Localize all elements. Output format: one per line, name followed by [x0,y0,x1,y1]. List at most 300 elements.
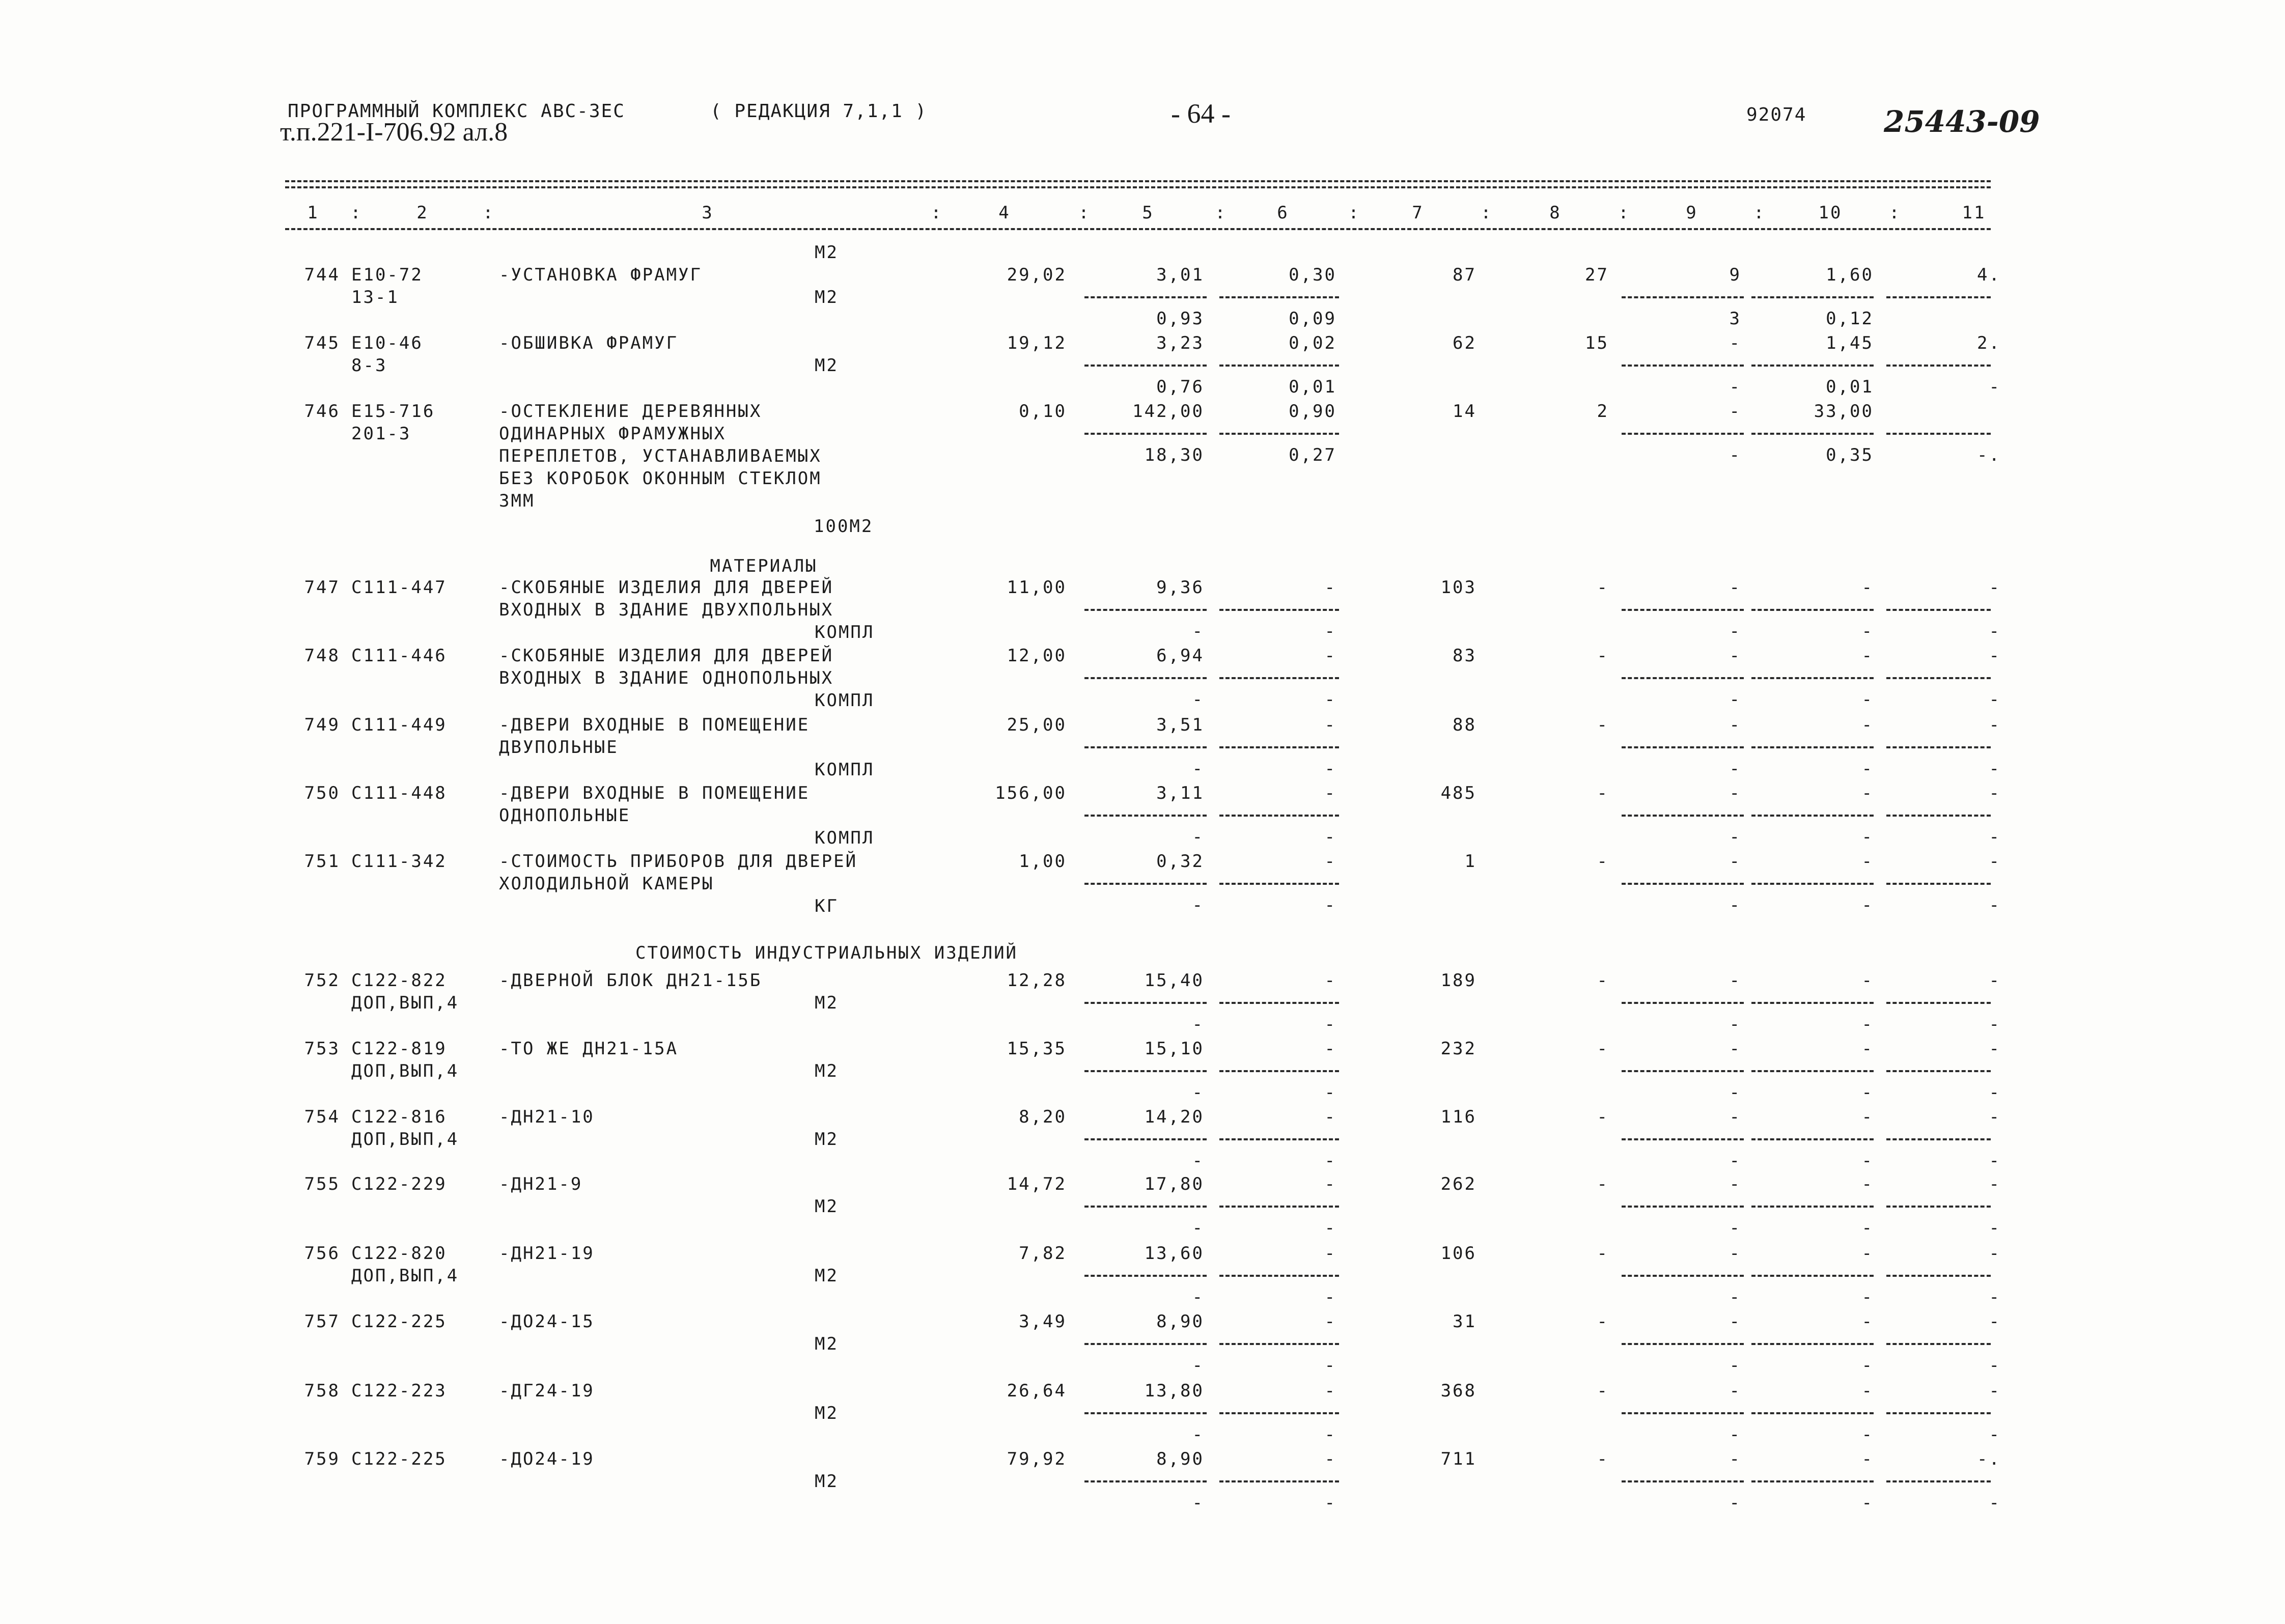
quantity: 25,00 [1007,715,1067,735]
machine-cost-secondary: - [1729,1014,1741,1034]
cell-rule-c9 [1622,746,1744,748]
labor-hours: - [1861,1243,1874,1264]
item-description: -ДН21-19 [499,1243,595,1264]
rate-code: С122-223 [351,1381,447,1401]
amount-total: 62 [1453,333,1476,353]
cell-rule-c9 [1622,1070,1744,1072]
machine-cost: - [1729,1381,1741,1401]
cell-rule-c9 [1622,1343,1744,1345]
cost-wages: - [1324,1381,1336,1401]
cost-total-secondary: - [1192,689,1204,710]
cell-rule-c6 [1219,1070,1339,1072]
cell-rule-c10 [1751,365,1874,367]
document-code: 92074 [1746,104,1807,125]
column-separator: : [1481,203,1493,223]
cell-rule-c11 [1886,365,1991,367]
rate-code: Е10-72 [351,265,423,285]
column-header-2: 2 [416,203,429,223]
item-description: ХОЛОДИЛЬНОЙ КАМЕРЫ [499,874,714,894]
quantity: 1,00 [1019,851,1067,872]
rate-subcode: 13-1 [351,287,399,307]
labor-total: - [1989,577,2001,598]
cost-total-secondary: - [1192,1151,1204,1171]
cell-rule-c6 [1219,1412,1339,1414]
cost-total: 8,90 [1156,1311,1204,1332]
cost-wages: - [1324,577,1336,598]
machine-cost: - [1729,333,1741,353]
quantity: 19,12 [1007,333,1067,353]
cost-total-secondary: - [1192,1424,1204,1445]
unit-of-measure: КОМПЛ [815,760,875,780]
labor-hours: 33,00 [1814,401,1874,422]
labor-total-secondary: - [1989,1218,2001,1238]
column-separator: : [1348,203,1360,223]
cost-total-secondary: 18,30 [1144,445,1204,465]
cell-rule-c9 [1622,1206,1744,1208]
cost-wages: - [1324,970,1336,991]
labor-hours-secondary: - [1861,689,1874,710]
labor-hours: - [1861,783,1874,803]
labor-hours: - [1861,577,1874,598]
item-number: 749 [304,715,340,735]
amount-wages: - [1597,783,1609,803]
cost-total-secondary: - [1192,759,1204,779]
item-number: 754 [304,1107,340,1127]
cost-wages: - [1324,1243,1336,1264]
item-number: 757 [304,1311,340,1332]
item-description: БЕЗ КОРОБОК ОКОННЫМ СТЕКЛОМ [499,468,822,489]
cell-rule-c11 [1886,296,1991,298]
cell-rule-c6 [1219,1138,1339,1140]
labor-hours-secondary: - [1861,1218,1874,1238]
cost-wages-secondary: - [1324,1493,1336,1513]
labor-total-secondary: - [1989,689,2001,710]
cell-rule-c5 [1084,1343,1207,1345]
labor-total: - [1989,1174,2001,1194]
cell-rule-c10 [1751,1070,1874,1072]
labor-total: - [1989,1039,2001,1059]
machine-cost-secondary: - [1729,1151,1741,1171]
header-rule-bottom [285,228,1991,230]
column-header-3: 3 [702,203,714,223]
cost-wages: - [1324,1311,1336,1332]
amount-wages: - [1597,1039,1609,1059]
cell-rule-c9 [1622,815,1744,817]
cell-rule-c5 [1084,365,1207,367]
cell-rule-c11 [1886,1480,1991,1482]
cost-total: 3,23 [1156,333,1204,353]
cell-rule-c6 [1219,815,1339,817]
column-separator: : [1753,203,1766,223]
cell-rule-c10 [1751,1138,1874,1140]
machine-cost-secondary: - [1729,689,1741,710]
item-number: 747 [304,577,340,598]
cell-rule-c11 [1886,433,1991,435]
machine-cost: - [1729,783,1741,803]
machine-cost: - [1729,1311,1741,1332]
column-separator: : [1078,203,1091,223]
labor-hours-secondary: - [1861,1082,1874,1103]
amount-total: 262 [1440,1174,1476,1194]
labor-hours-secondary: - [1861,827,1874,847]
cost-total: 17,80 [1144,1174,1204,1194]
column-header-4: 4 [998,203,1011,223]
amount-total: 368 [1440,1381,1476,1401]
cost-total-secondary: - [1192,1493,1204,1513]
cell-rule-c9 [1622,296,1744,298]
item-description: -ДН21-10 [499,1107,595,1127]
cell-rule-c6 [1219,433,1339,435]
item-number: 750 [304,783,340,803]
item-description: -СКОБЯНЫЕ ИЗДЕЛИЯ ДЛЯ ДВЕРЕЙ [499,646,834,666]
cell-rule-c5 [1084,746,1207,748]
cost-wages: - [1324,646,1336,666]
top-unit: М2 [815,242,839,263]
labor-total: 4. [1977,265,2001,285]
rate-code: С122-816 [351,1107,447,1127]
cost-wages-secondary: - [1324,895,1336,915]
cell-rule-c10 [1751,433,1874,435]
cell-rule-c5 [1084,1002,1207,1004]
column-header-7: 7 [1412,203,1424,223]
machine-cost: - [1729,1039,1741,1059]
cost-wages-secondary: - [1324,1014,1336,1034]
machine-cost-secondary: - [1729,759,1741,779]
cell-rule-c6 [1219,365,1339,367]
item-number: 753 [304,1039,340,1059]
cost-total: 14,20 [1144,1107,1204,1127]
machine-cost-secondary: - [1729,377,1741,397]
quantity: 79,92 [1007,1449,1067,1469]
unit-of-measure: М2 [815,287,839,307]
cell-rule-c9 [1622,1002,1744,1004]
machine-cost: - [1729,646,1741,666]
cost-wages-secondary: - [1324,689,1336,710]
cell-rule-c9 [1622,883,1744,885]
cell-rule-c11 [1886,1138,1991,1140]
item-description: -ДВЕРИ ВХОДНЫЕ В ПОМЕЩЕНИЕ [499,783,810,803]
column-separator: : [483,203,495,223]
machine-cost: - [1729,1449,1741,1469]
amount-wages: - [1597,1449,1609,1469]
cell-rule-c11 [1886,746,1991,748]
cell-rule-c9 [1622,433,1744,435]
machine-cost-secondary: - [1729,895,1741,915]
labor-hours: - [1861,646,1874,666]
cost-wages: - [1324,851,1336,872]
rate-subcode: ДОП,ВЫП,4 [351,1266,459,1286]
page-number: - 64 - [1171,98,1231,129]
unit-of-measure: КОМПЛ [815,828,875,848]
machine-cost-secondary: - [1729,1218,1741,1238]
labor-total: - [1989,970,2001,991]
item-description: ДВУПОЛЬНЫЕ [499,737,619,758]
machine-cost: - [1729,970,1741,991]
cost-total-secondary: - [1192,1287,1204,1307]
amount-wages: 15 [1585,333,1609,353]
item-description: ПЕРЕПЛЕТОВ, УСТАНАВЛИВАЕМЫХ [499,446,822,466]
rate-code: Е15-716 [351,401,435,422]
amount-total: 711 [1440,1449,1476,1469]
labor-total: - [1989,1107,2001,1127]
cost-total: 0,32 [1156,851,1204,872]
rate-code: С122-819 [351,1039,447,1059]
cost-total-secondary: - [1192,1082,1204,1103]
rate-subcode: ДОП,ВЫП,4 [351,1129,459,1150]
cost-total: 15,10 [1144,1039,1204,1059]
cost-wages-secondary: - [1324,1424,1336,1445]
labor-hours-secondary: - [1861,1355,1874,1376]
unit-of-measure: М2 [815,993,839,1013]
labor-hours: - [1861,1107,1874,1127]
rate-code: С122-822 [351,970,447,991]
machine-cost-secondary: - [1729,827,1741,847]
machine-cost-secondary: - [1729,1493,1741,1513]
cost-total: 13,60 [1144,1243,1204,1264]
cost-wages: - [1324,783,1336,803]
quantity: 26,64 [1007,1381,1067,1401]
cell-rule-c5 [1084,433,1207,435]
unit-of-measure: М2 [815,1129,839,1150]
item-description: ВХОДНЫХ В ЗДАНИЕ ДВУХПОЛЬНЫХ [499,600,834,620]
quantity: 156,00 [995,783,1067,803]
labor-hours-secondary: - [1861,1151,1874,1171]
unit-of-measure: М2 [815,1061,839,1081]
machine-cost: - [1729,851,1741,872]
cost-wages-secondary: - [1324,1287,1336,1307]
labor-hours-secondary: - [1861,1424,1874,1445]
cost-wages-secondary: 0,09 [1289,309,1336,329]
amount-total: 31 [1453,1311,1476,1332]
quantity: 3,49 [1019,1311,1067,1332]
cell-rule-c11 [1886,1412,1991,1414]
unit-of-measure: М2 [815,1196,839,1217]
cell-rule-c11 [1886,883,1991,885]
labor-hours: - [1861,1381,1874,1401]
column-header-10: 10 [1818,203,1843,223]
item-description: -ДВЕРИ ВХОДНЫЕ В ПОМЕЩЕНИЕ [499,715,810,735]
item-description: -ОСТЕКЛЕНИЕ ДЕРЕВЯННЫХ [499,401,762,422]
item-number: 744 [304,265,340,285]
labor-total-secondary: - [1989,1082,2001,1103]
cost-wages: 0,02 [1289,333,1336,353]
item-number: 758 [304,1381,340,1401]
machine-cost: - [1729,1174,1741,1194]
amount-total: 14 [1453,401,1476,422]
amount-total: 116 [1440,1107,1476,1127]
cost-wages-secondary: - [1324,1151,1336,1171]
labor-hours: - [1861,1039,1874,1059]
cell-rule-c6 [1219,746,1339,748]
cost-wages: - [1324,1107,1336,1127]
cell-rule-c6 [1219,1206,1339,1208]
cell-rule-c10 [1751,746,1874,748]
labor-total-secondary: - [1989,1151,2001,1171]
labor-hours: - [1861,851,1874,872]
cell-rule-c10 [1751,815,1874,817]
amount-total: 232 [1440,1039,1476,1059]
cost-wages-secondary: - [1324,759,1336,779]
edition-label: ( РЕДАКЦИЯ 7,1,1 ) [710,101,928,122]
cost-total-secondary: - [1192,621,1204,641]
cost-wages-secondary: - [1324,1355,1336,1376]
rate-code: С122-225 [351,1449,447,1469]
machine-cost: - [1729,715,1741,735]
amount-total: 106 [1440,1243,1476,1264]
cost-wages: 0,90 [1289,401,1336,422]
cost-wages: - [1324,1174,1336,1194]
rate-code: С111-342 [351,851,447,872]
rate-code: С111-448 [351,783,447,803]
item-number: 746 [304,401,340,422]
amount-wages: - [1597,646,1609,666]
cost-total-secondary: - [1192,1355,1204,1376]
amount-wages: - [1597,1243,1609,1264]
labor-total-secondary: - [1989,1424,2001,1445]
rate-subcode: ДОП,ВЫП,4 [351,993,459,1013]
rate-code: Е10-46 [351,333,423,353]
labor-total-secondary: -. [1977,445,2001,465]
machine-cost-secondary: - [1729,1424,1741,1445]
cell-rule-c10 [1751,1206,1874,1208]
labor-total: -. [1977,1449,2001,1469]
cost-wages-secondary: 0,01 [1289,377,1336,397]
cell-rule-c5 [1084,1412,1207,1414]
cell-rule-c11 [1886,677,1991,679]
item-description: -ДО24-15 [499,1311,595,1332]
column-separator: : [1889,203,1901,223]
cell-rule-c6 [1219,1002,1339,1004]
rate-code: С111-446 [351,646,447,666]
labor-total: - [1989,715,2001,735]
cell-rule-c5 [1084,609,1207,611]
column-separator: : [1215,203,1227,223]
labor-total: 2. [1977,333,2001,353]
cell-rule-c10 [1751,677,1874,679]
amount-total: 189 [1440,970,1476,991]
cost-wages-secondary: 0,27 [1289,445,1336,465]
cell-rule-c10 [1751,1412,1874,1414]
item-number: 752 [304,970,340,991]
labor-hours: 1,45 [1826,333,1874,353]
cell-rule-c5 [1084,1070,1207,1072]
machine-cost-secondary: - [1729,1287,1741,1307]
amount-wages: - [1597,1107,1609,1127]
item-description: -ДВЕРНОЙ БЛОК ДН21-15Б [499,970,762,991]
column-header-8: 8 [1549,203,1562,223]
item-description: -ДН21-9 [499,1174,583,1194]
labor-hours: 1,60 [1826,265,1874,285]
cell-rule-c5 [1084,883,1207,885]
item-number: 759 [304,1449,340,1469]
cost-wages-secondary: - [1324,621,1336,641]
machine-cost: 9 [1729,265,1741,285]
cell-rule-c5 [1084,1480,1207,1482]
cell-rule-c9 [1622,1480,1744,1482]
labor-hours: - [1861,715,1874,735]
labor-hours-secondary: - [1861,1493,1874,1513]
column-separator: : [931,203,943,223]
labor-total: - [1989,783,2001,803]
unit-of-measure: М2 [815,1403,839,1423]
unit-of-measure: М2 [815,1471,839,1492]
rate-code: С122-225 [351,1311,447,1332]
cost-total-secondary: - [1192,1014,1204,1034]
cell-rule-c9 [1622,1412,1744,1414]
amount-wages: - [1597,851,1609,872]
unit-of-measure: М2 [815,1266,839,1286]
labor-hours: - [1861,1174,1874,1194]
item-description: ОДИНАРНЫХ ФРАМУЖНЫХ [499,424,726,444]
item-description: -СТОИМОСТЬ ПРИБОРОВ ДЛЯ ДВЕРЕЙ [499,851,858,872]
cell-rule-c5 [1084,677,1207,679]
amount-wages: 27 [1585,265,1609,285]
cell-rule-c10 [1751,1275,1874,1277]
labor-total-secondary: - [1989,1493,2001,1513]
labor-total-secondary: - [1989,1014,2001,1034]
section-title-materials: МАТЕРИАЛЫ [710,556,818,576]
quantity: 14,72 [1007,1174,1067,1194]
cost-wages-secondary: - [1324,1218,1336,1238]
cell-rule-c9 [1622,1275,1744,1277]
cost-total: 15,40 [1144,970,1204,991]
item-description: ВХОДНЫХ В ЗДАНИЕ ОДНОПОЛЬНЫХ [499,668,834,688]
column-separator: : [350,203,363,223]
unit-of-measure: КГ [815,896,839,916]
item-description: -ДГ24-19 [499,1381,595,1401]
quantity: 29,02 [1007,265,1067,285]
labor-total-secondary: - [1989,895,2001,915]
amount-total: 88 [1453,715,1476,735]
cost-total-secondary: - [1192,1218,1204,1238]
header-rule-top-2 [285,186,1991,188]
cell-rule-c5 [1084,1275,1207,1277]
cell-rule-c9 [1622,609,1744,611]
cell-rule-c10 [1751,609,1874,611]
cell-rule-c11 [1886,1343,1991,1345]
cell-rule-c11 [1886,1070,1991,1072]
cell-rule-c11 [1886,609,1991,611]
amount-total: 1 [1464,851,1476,872]
labor-total: - [1989,1243,2001,1264]
item-description: 3ММ [499,491,535,511]
program-title: ПРОГРАММНЫЙ КОМПЛЕКС АВС-3ЕС [288,101,625,122]
labor-hours-secondary: - [1861,1287,1874,1307]
quantity: 0,10 [1019,401,1067,422]
cell-rule-c6 [1219,677,1339,679]
rate-subcode: 8-3 [351,355,387,376]
labor-total: - [1989,1311,2001,1332]
cell-rule-c10 [1751,1343,1874,1345]
cost-total-secondary: - [1192,827,1204,847]
amount-wages: 2 [1597,401,1609,422]
column-header-9: 9 [1686,203,1698,223]
item-description: -ДО24-19 [499,1449,595,1469]
amount-wages: - [1597,1311,1609,1332]
amount-total: 485 [1440,783,1476,803]
cell-rule-c9 [1622,677,1744,679]
amount-wages: - [1597,715,1609,735]
unit-of-measure: КОМПЛ [815,622,875,642]
item-description: -ОБШИВКА ФРАМУГ [499,333,679,353]
cell-rule-c5 [1084,1138,1207,1140]
labor-hours: - [1861,1311,1874,1332]
amount-wages: - [1597,577,1609,598]
cell-rule-c6 [1219,1480,1339,1482]
amount-wages: - [1597,970,1609,991]
cell-rule-c9 [1622,365,1744,367]
rate-subcode: 201-3 [351,424,411,444]
